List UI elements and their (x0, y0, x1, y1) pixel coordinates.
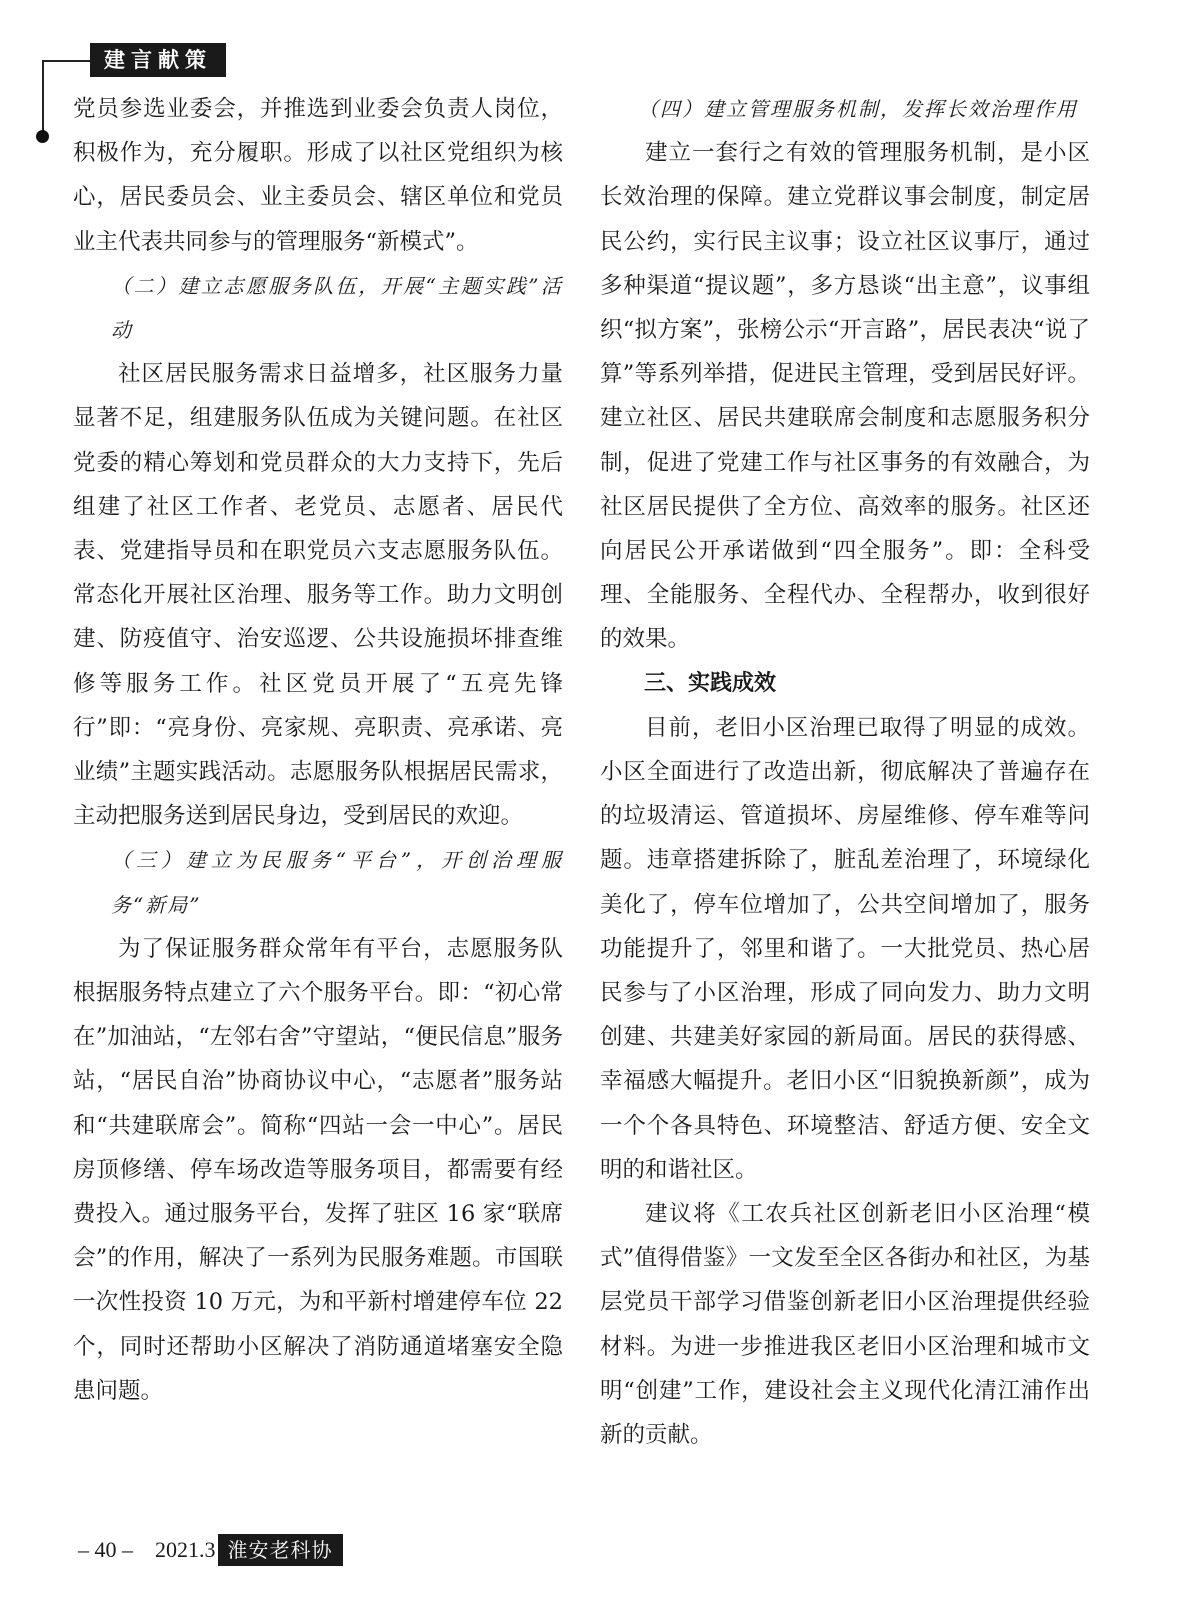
issue-number: 2021.3 (155, 1537, 216, 1562)
corner-rule-horizontal (42, 60, 90, 62)
paragraph: 为了保证服务群众常年有平台，志愿服务队根据服务特点建立了六个服务平台。即：“初心常在”加油站，“左邻右舍”守望站，“便民信息”服务站，“居民自治”协商协议中心，“志愿者”服务站和“共建联席会”。简称“四站一会一中心”。居民房顶修缮、停车场改造等服务项目，都需要有经费投入。通过服务平台，发挥了驻区 16 家“联席会”的作用，解决了一系列为民服务难题。市国联一次性投资 10 万元，为和平新村增建停车位 22 个，同时还帮助小区解决了消防通道堵塞安全隐患问题。 (73, 935, 563, 1404)
paragraph: 目前，老旧小区治理已取得了明显的成效。小区全面进行了改造出新，彻底解决了普遍存在的垃圾清运、管道损坏、房屋维修、停车难等问题。违章搭建拆除了，脏乱差治理了，环境绿化美化了，停车位增加了，公共空间增加了，服务功能提升了，邻里和谐了。一大批党员、热心居民参与了小区治理，形成了同向发力、助力文明创建、共建美好家园的新局面。居民的获得感、幸福感大幅提升。老旧小区“旧貌换新颜”，成为一个个各具特色、环境整洁、舒适方便、安全文明的和谐社区。 (600, 714, 1090, 1183)
subheading: （四）建立管理服务机制，发挥长效治理作用 (638, 97, 1078, 121)
left-column (73, 87, 563, 1413)
subheading: （二）建立志愿服务队伍，开展“主题实践”活动 (111, 273, 563, 343)
subheading: （三）建立为民服务“平台”，开创治理服务“新局” (111, 848, 563, 917)
journal-name: 淮安老科协 (218, 1534, 343, 1566)
right-column (600, 87, 1090, 1457)
page-footer (78, 1533, 343, 1567)
paragraph: 社区居民服务需求日益增多，社区服务力量显著不足，组建服务队伍成为关键问题。在社区党委的精心筹划和党员群众的大力支持下，先后组建了社区工作者、老党员、志愿者、居民代表、党建指导员和在职党员六支志愿服务队伍。常态化开展社区治理、服务等工作。助力文明创建、防疫值守、治安巡逻、公共设施损坏排查维修等服务工作。社区党员开展了“五亮先锋行”即：“亮身份、亮家规、亮职责、亮承诺、亮业绩”主题实践活动。志愿服务队根据居民需求，主动把服务送到居民身边，受到居民的欢迎。 (73, 361, 563, 830)
corner-rule-vertical (42, 60, 44, 136)
paragraph: 建议将《工农兵社区创新老旧小区治理“模式”值得借鉴》一文发至全区各街办和社区，为基层党员干部学习借鉴创新老旧小区治理提供经验材料。为进一步推进我区老旧小区治理和城市文明“创建”工作，建设社会主义现代化清江浦作出新的贡献。 (600, 1201, 1090, 1449)
paragraph: 建立一套行之有效的管理服务机制，是小区长效治理的保障。建立党群议事会制度，制定居民公约，实行民主议事；设立社区议事厅，通过多种渠道“提议题”，多方恳谈“出主意”，议事组织“拟方案”，张榜公示“开言路”，居民表决“说了算”等系列举措，促进民主管理，受到居民好评。建立社区、居民共建联席会制度和志愿服务积分制，促进了党建工作与社区事务的有效融合，为社区居民提供了全方位、高效率的服务。社区还向居民公开承诺做到“四全服务”。即：全科受理、全能服务、全程代办、全程帮办，收到很好的效果。 (600, 140, 1090, 653)
section-tag: 建言献策 (90, 43, 226, 77)
page-number: – 40 – (78, 1537, 133, 1562)
corner-dot-ornament (36, 130, 49, 143)
paragraph: 党员参选业委会，并推选到业委会负责人岗位，积极作为，充分履职。形成了以社区党组织为核心，居民委员会、业主委员会、辖区单位和党员业主代表共同参与的管理服务“新模式”。 (73, 96, 563, 255)
section-heading: 三、实践成效 (644, 670, 777, 696)
